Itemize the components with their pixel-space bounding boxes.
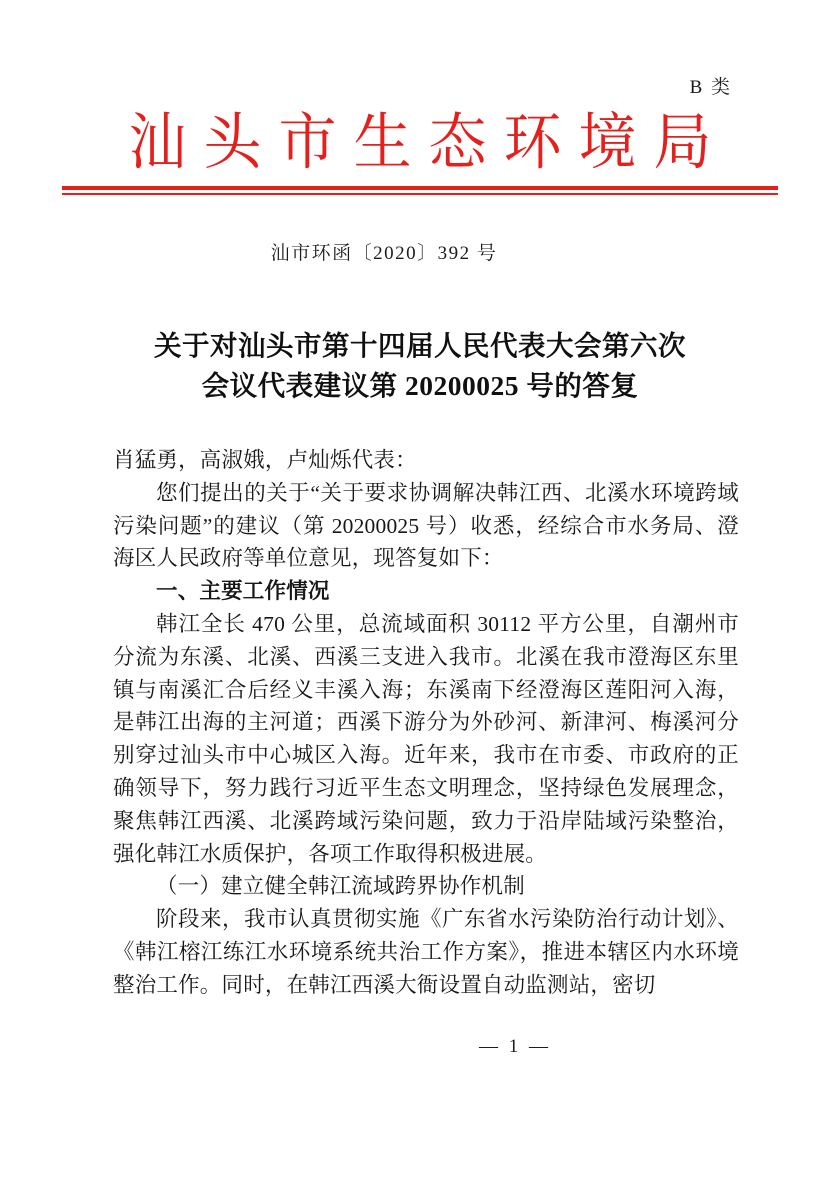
body-paragraph-1: 您们提出的关于“关于要求协调解决韩江西、北溪水环境跨域污染问题”的建议（第 20200025 号）收悉，经综合市水务局、澄海区人民政府等单位意见，现答复如下： <box>113 480 739 571</box>
document-title-line-2: 会议代表建议第 20200025 号的答复 <box>201 370 639 401</box>
document-serial-number <box>0 238 840 265</box>
document-serial-number-text: 汕市环函〔2020〕392 号 <box>270 243 498 264</box>
section-heading-1: 一、主要工作情况 <box>156 579 330 604</box>
page-number: — 1 — <box>479 1036 551 1057</box>
letterhead-red-double-rule <box>62 186 778 195</box>
document-classification-label: B 类 <box>689 77 732 98</box>
page-footer <box>0 1036 840 1058</box>
document-title <box>90 326 750 406</box>
letterhead-organization-name: 汕头市生态环境局 <box>128 108 729 177</box>
subsection-heading-1: （一）建立健全韩江流域跨界协作机制 <box>156 874 525 899</box>
document-body <box>113 444 739 1002</box>
letterhead <box>0 108 840 177</box>
red-rule-thin <box>62 193 778 195</box>
document-title-line-1: 关于对汕头市第十四届人民代表大会第六次 <box>154 330 686 361</box>
body-paragraph-2: 韩江全长 470 公里，总流域面积 30112 平方公里，自潮州市分流为东溪、北溪、西溪三支进入我市。北溪在我市澄海区东里镇与南溪汇合后经义丰溪入海；东溪南下经澄海区莲阳河入海，是韩江出海的主河道；西溪下游分为外砂河、新津河、梅溪河分别穿过汕头市中心城区入海。近年来，我市在市委、市政府的正确领导下，努力践行习近平生态文明理念，坚持绿色发展理念，聚焦韩江西溪、北溪跨域污染问题，致力于沿岸陆域污染整治，强化韩江水质保护，各项工作取得积极进展。 <box>113 611 739 866</box>
body-paragraph-3: 阶段来，我市认真贯彻实施《广东省水污染防治行动计划》、《韩江榕江练江水环境系统共治工作方案》，推进本辖区内水环境整治工作。同时，在韩江西溪大衙设置自动监测站，密切 <box>113 907 739 997</box>
salutation: 肖猛勇，高淑娥，卢灿烁代表： <box>113 448 417 472</box>
